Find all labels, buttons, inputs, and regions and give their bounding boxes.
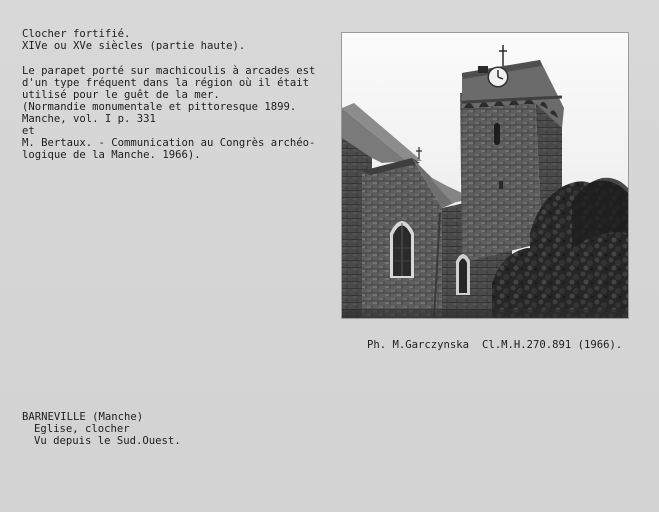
church-bell-tower-photo: [342, 33, 628, 318]
card-title: Clocher fortifié.: [22, 28, 131, 40]
description-line: utilisé pour le guêt de la mer.: [22, 89, 220, 101]
reference-line: Manche, vol. I p. 331: [22, 113, 156, 125]
location-town: BARNEVILLE (Manche): [22, 411, 144, 423]
reference-line: et: [22, 125, 35, 137]
location-view: Vu depuis le Sud.Ouest.: [34, 435, 181, 447]
description-line: d'un type fréquent dans la région où il était: [22, 77, 310, 89]
photo-credit: Ph. M.Garczynska: [367, 339, 470, 351]
reference-line: M. Bertaux. - Communication au Congrès archéo-: [22, 137, 316, 149]
photo-reference: Cl.M.H.270.891 (1966).: [482, 339, 623, 351]
card-dating: XIVe ou XVe siècles (partie haute).: [22, 40, 246, 52]
location-building: Eglise, clocher: [34, 423, 130, 435]
description-line: Le parapet porté sur machicoulis à arcades est: [22, 65, 316, 77]
reference-line: (Normandie monumentale et pittoresque 1899.: [22, 101, 297, 113]
reference-line: logique de la Manche. 1966).: [22, 149, 201, 161]
